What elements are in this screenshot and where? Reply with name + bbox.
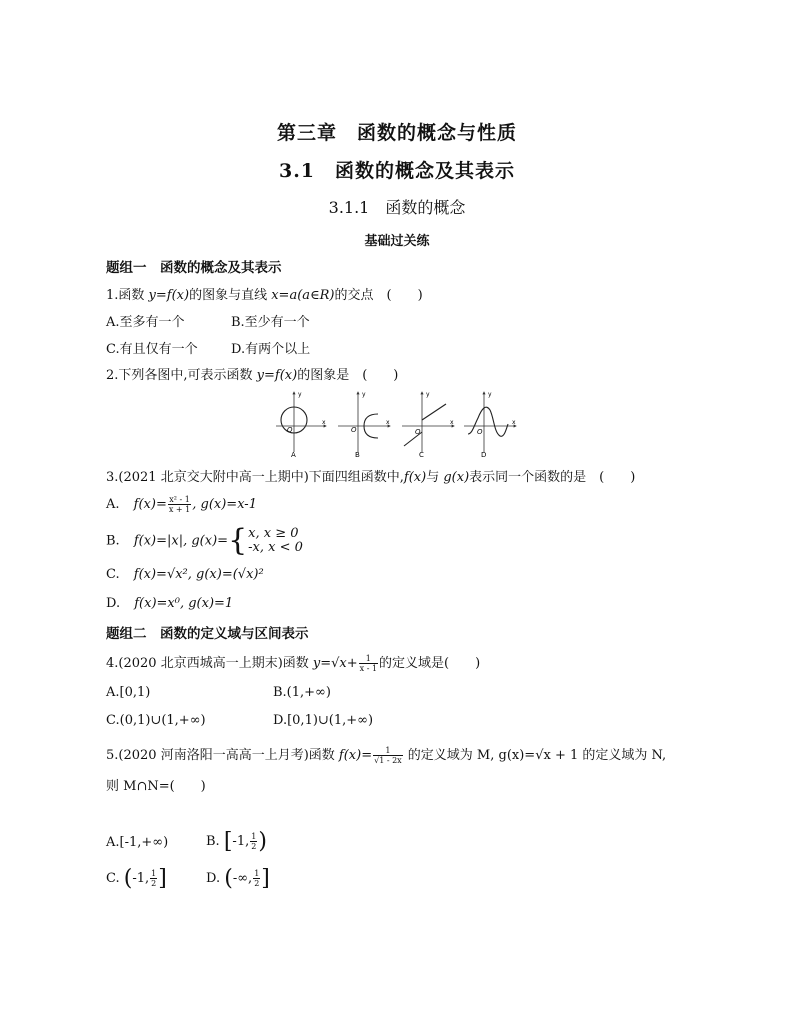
q1-option-d: D.有两个以上 [231, 342, 311, 357]
q5-d-text: -∞, [232, 871, 253, 886]
graph-b-y: y [362, 391, 366, 398]
q4-option-a: A.[0,1) [106, 685, 151, 700]
section-title: 3.1 函数的概念及其表示 [278, 160, 516, 182]
q3-option-a [106, 495, 257, 514]
q3-b-case2: -x, x < 0 [248, 540, 303, 555]
q3-d-text: f(x)=x⁰, g(x)=1 [134, 596, 234, 611]
q2-graphs [272, 386, 522, 458]
q3-option-b [106, 523, 303, 558]
q5-b-label: B. [206, 834, 220, 849]
q5-b-half-den: 2 [251, 842, 257, 851]
graph-c-y: y [426, 391, 430, 398]
q3-d-label: D. [106, 596, 121, 611]
q3-c-label: C. [106, 567, 120, 582]
group1-title: 题组一 函数的概念及其表示 [106, 260, 282, 276]
q5-c-half-num: 1 [151, 869, 157, 878]
q3-b-label: B. [106, 533, 120, 549]
q5-b-half [250, 832, 257, 851]
graph-d-label: D [481, 451, 487, 458]
graph-a-y: y [298, 391, 302, 398]
q5-c-text: -1, [132, 871, 150, 886]
q3-a-f: f(x)= [133, 497, 167, 512]
q5-frac-num: 1 [373, 746, 403, 756]
q1-option-a: A.至多有一个 [106, 315, 185, 330]
graph-b-x: x [386, 419, 390, 426]
q3-stem-mid: 与 [426, 470, 444, 485]
graph-c [402, 391, 454, 458]
q3-f: f(x) [403, 470, 427, 485]
q3-a-num: x² - 1 [169, 495, 190, 504]
q1-func: y=f(x) [148, 288, 190, 303]
q5-option-a: A.[-1,+∞) [106, 835, 169, 850]
right-bracket-icon: ] [261, 866, 270, 891]
group2-title: 题组二 函数的定义域与区间表示 [106, 626, 309, 642]
q2-stem-pre: 2.下列各图中,可表示函数 [106, 368, 257, 383]
graph-a-label: A [291, 451, 296, 458]
q4-fraction [359, 654, 378, 673]
q3-a-label: A. [106, 497, 120, 512]
graph-d [464, 391, 516, 458]
q5-d-half [253, 869, 260, 888]
graph-b [338, 391, 390, 458]
q3-g: g(x) [443, 470, 470, 485]
q5-b-text: -1, [232, 834, 250, 849]
q2-stem [106, 364, 398, 383]
q1-option-b: B.至少有一个 [231, 315, 310, 330]
graph-d-y: y [488, 391, 492, 398]
q3-a-fraction [168, 495, 191, 514]
q3-option-d [106, 596, 233, 611]
graph-d-o: O [477, 428, 483, 436]
q5-c-half [150, 869, 157, 888]
q1-option-c: C.有且仅有一个 [106, 342, 198, 357]
q5-c-half-den: 2 [151, 879, 157, 888]
q1-line: x=a(a∈R) [271, 288, 335, 303]
graph-d-x: x [512, 419, 516, 426]
q4-frac-den: x - 1 [359, 664, 378, 673]
q3-b-case1: x, x ≥ 0 [248, 526, 299, 541]
graph-c-o: O [415, 428, 421, 436]
left-bracket-icon: [ [223, 829, 233, 854]
q4-option-d: D.[0,1)∪(1,+∞) [273, 713, 374, 728]
subsection-title: 3.1.1 函数的概念 [328, 198, 466, 217]
q1-stem [106, 284, 423, 303]
right-paren-icon: ) [258, 829, 267, 854]
graph-a-o: O [287, 426, 293, 434]
graph-a [276, 391, 326, 458]
graph-c-label: C [419, 451, 424, 458]
left-paren-icon: ( [123, 866, 133, 891]
q3-stem-pre: 3.(2021 北京交大附中高一上期中)下面四组函数中, [106, 470, 404, 485]
chapter-title: 第三章 函数的概念与性质 [276, 122, 517, 144]
q5-stem-pre: 5.(2020 河南洛阳一高高一上月考)函数 [106, 748, 339, 763]
q3-b-f: f(x)=|x|, g(x)= [133, 533, 229, 549]
q4-stem [106, 652, 480, 673]
q5-option-b [206, 829, 267, 854]
q1-stem-post: 的交点 ( ) [334, 288, 423, 303]
q5-f: f(x)= [338, 748, 373, 763]
left-paren-icon: ( [224, 866, 233, 891]
q1-stem-pre: 1.函数 [106, 288, 149, 303]
q4-frac-num: 1 [359, 654, 378, 664]
right-bracket-icon: ] [158, 866, 167, 891]
q5-option-d [206, 866, 270, 891]
q5-stem-mid: 的定义域为 M, g(x)=√x + 1 的定义域为 N, [403, 748, 667, 763]
q3-stem [106, 466, 635, 485]
q5-fraction [373, 746, 403, 765]
q5-d-half-num: 1 [254, 869, 260, 878]
q5-c-label: C. [106, 871, 120, 886]
q3-stem-post: 表示同一个函数的是 ( ) [469, 470, 636, 485]
q5-stem-line2: 则 M∩N=( ) [106, 779, 206, 794]
graph-a-x: x [322, 419, 326, 426]
practice-title: 基础过关练 [364, 234, 430, 249]
q1-stem-mid: 的图象与直线 [189, 288, 272, 303]
q4-func: y=√x+ [312, 656, 358, 671]
q4-option-c: C.(0,1)∪(1,+∞) [106, 713, 206, 728]
brace-icon: { [228, 523, 248, 558]
q3-a-den: x + 1 [168, 505, 191, 514]
q5-stem [106, 744, 666, 765]
q4-stem-post: 的定义域是( ) [379, 656, 481, 671]
graph-b-o: O [351, 426, 357, 434]
graph-c-x: x [450, 419, 454, 426]
q3-option-c [106, 567, 264, 582]
q4-option-b: B.(1,+∞) [273, 685, 331, 700]
graph-b-label: B [355, 451, 360, 458]
q5-option-c [106, 866, 167, 891]
q3-a-g: , g(x)=x-1 [192, 497, 257, 512]
q5-b-half-num: 1 [251, 832, 257, 841]
q2-stem-post: 的图象是 ( ) [297, 368, 399, 383]
q3-b-piecewise [228, 523, 303, 558]
q5-d-label: D. [206, 871, 221, 886]
q2-func: y=f(x) [256, 368, 298, 383]
q5-d-half-den: 2 [254, 879, 260, 888]
q4-stem-pre: 4.(2020 北京西城高一上期末)函数 [106, 656, 313, 671]
q3-c-text: f(x)=√x², g(x)=(√x)² [133, 567, 264, 582]
q5-frac-den: √1 - 2x [374, 756, 402, 765]
